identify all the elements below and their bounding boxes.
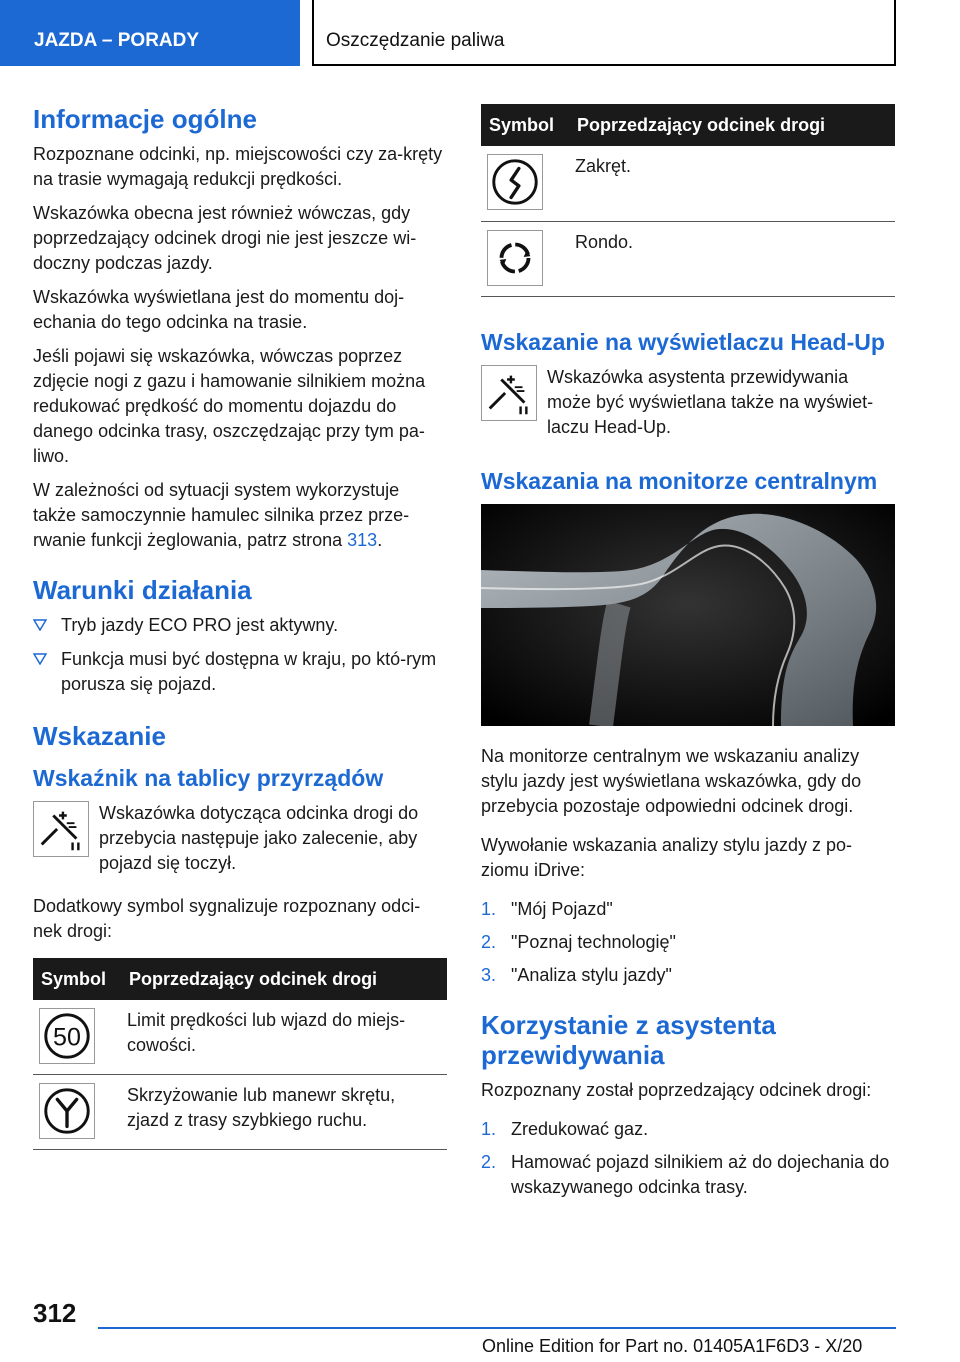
- monitor-paragraph-1: Na monitorze centralnym we wskazaniu analizy stylu jazdy jest wyświetlana wskazówka, gdy do przebycia pozostaje odpowiedni odcinek drogi.: [481, 745, 862, 816]
- symbol-table-left: [33, 958, 447, 1150]
- hud-heading: Wskazanie na wyświetlaczu Head-Up: [481, 328, 885, 355]
- cluster-hint: [33, 801, 447, 876]
- info-paragraph-1: Rozpoznane odcinki, np. miejscowości czy za-kręty na trasie wymagają redukcji prędkości.: [33, 144, 443, 189]
- table-row: [33, 1000, 447, 1075]
- list-item: Tryb jazdy ECO PRO jest aktywny.: [33, 613, 447, 638]
- row-description: Zakręt.: [569, 146, 895, 221]
- use-heading: Korzystanie z asystenta przewidywania: [481, 1009, 776, 1070]
- curve-icon: [487, 154, 543, 210]
- cluster-text: Wskazówka dotycząca odcinka drogi do przebycia następuje jako zalecenie, aby pojazd się toczył.: [99, 803, 419, 873]
- column-header-section: Poprzedzający odcinek drogi: [569, 104, 895, 146]
- display-heading: Wskazanie: [33, 721, 166, 751]
- info-paragraph-5: W zależności od sytuacji system wykorzystuje także samoczynnie hamulec silnika przez prze-rwanie funkcji żeglowania, patrz strona 313.: [33, 480, 410, 550]
- list-item: 2. Hamować pojazd silnikiem aż do dojechania do wskazywanego odcinka trasy.: [481, 1151, 890, 1197]
- column-header-symbol: Symbol: [481, 104, 569, 146]
- speed-limit-50-icon: [39, 1008, 95, 1064]
- conditions-list: [33, 613, 447, 697]
- list-item: 1. "Mój Pojazd": [481, 898, 613, 919]
- monitor-steps: [481, 897, 895, 988]
- hud-text: Wskazówka asystenta przewidywania może być wyświetlana także na wyświet-laczu Head-Up.: [547, 366, 874, 437]
- roundabout-icon: [487, 230, 543, 286]
- conditions-heading: Warunki działania: [33, 575, 252, 605]
- info-paragraph-2: Wskazówka obecna jest również wówczas, gdy poprzedzający odcinek drogi nie jest jeszcze wi-doczny podczas jazdy.: [33, 203, 417, 273]
- page-header: [312, 0, 896, 66]
- monitor-heading: Wskazania na monitorze centralnym: [481, 467, 878, 494]
- list-item: 3. "Analiza stylu jazdy": [481, 964, 672, 985]
- triangle-bullet-icon: [33, 619, 47, 631]
- info-heading: Informacje ogólne: [33, 104, 257, 134]
- use-text: Rozpoznany został poprzedzający odcinek drogi:: [481, 1079, 872, 1100]
- list-item: 2. "Poznaj technologię": [481, 931, 676, 952]
- speed-limit-value: 50: [53, 1023, 81, 1052]
- use-steps: [481, 1117, 895, 1200]
- table-row: [481, 146, 895, 221]
- page-number: 312: [33, 1298, 77, 1328]
- foot-off-pedal-icon: [33, 801, 89, 857]
- footer-divider: [98, 1327, 896, 1329]
- info-paragraph-4: Jeśli pojawi się wskazówka, wówczas poprzez zdjęcie nogi z gazu i hamowanie silnikiem można redukować prędkość do momentu dojazdu do danego odcinka trasy, oszczędzając przy tym pa-liwo.: [33, 346, 426, 466]
- table-row: [481, 221, 895, 296]
- junction-icon: [39, 1083, 95, 1139]
- chapter-title: Oszczędzanie paliwa: [326, 30, 505, 51]
- symbol-table-right: [481, 104, 895, 297]
- list-item: 1. Zredukować gaz.: [481, 1118, 649, 1139]
- edition-text: Online Edition for Part no. 01405A1F6D3 - X/20: [482, 1336, 863, 1356]
- road-curve-image: [481, 504, 895, 726]
- list-item: Funkcja musi być dostępna w kraju, po któ-rym porusza się pojazd.: [33, 647, 447, 697]
- left-column: [33, 104, 447, 1174]
- column-header-section: Poprzedzający odcinek drogi: [121, 958, 447, 1000]
- table-row: [33, 1075, 447, 1150]
- triangle-bullet-icon: [33, 653, 47, 665]
- row-description: Rondo.: [569, 221, 895, 296]
- row-description: Skrzyżowanie lub manewr skrętu, zjazd z trasy szybkiego ruchu.: [121, 1075, 447, 1150]
- monitor-paragraph-2: Wywołanie wskazania analizy stylu jazdy z po-ziomu iDrive:: [481, 834, 852, 880]
- row-description: Limit prędkości lub wjazd do miejs-cowości.: [121, 1000, 447, 1075]
- right-column: [481, 104, 895, 1222]
- hud-hint: [481, 365, 895, 440]
- foot-off-pedal-icon: [481, 365, 537, 421]
- info-paragraph-3: Wskazówka wyświetlana jest do momentu doj-echania do tego odcinka na trasie.: [33, 287, 405, 332]
- section-tab: [0, 0, 300, 66]
- cluster-heading: Wskaźnik na tablicy przyrządów: [33, 765, 384, 791]
- section-label: JAZDA – PORADY: [34, 30, 200, 51]
- extra-symbol-text: Dodatkowy symbol sygnalizuje rozpoznany odci-nek drogi:: [33, 896, 421, 941]
- column-header-symbol: Symbol: [33, 958, 121, 1000]
- page-link-313[interactable]: 313: [347, 530, 378, 550]
